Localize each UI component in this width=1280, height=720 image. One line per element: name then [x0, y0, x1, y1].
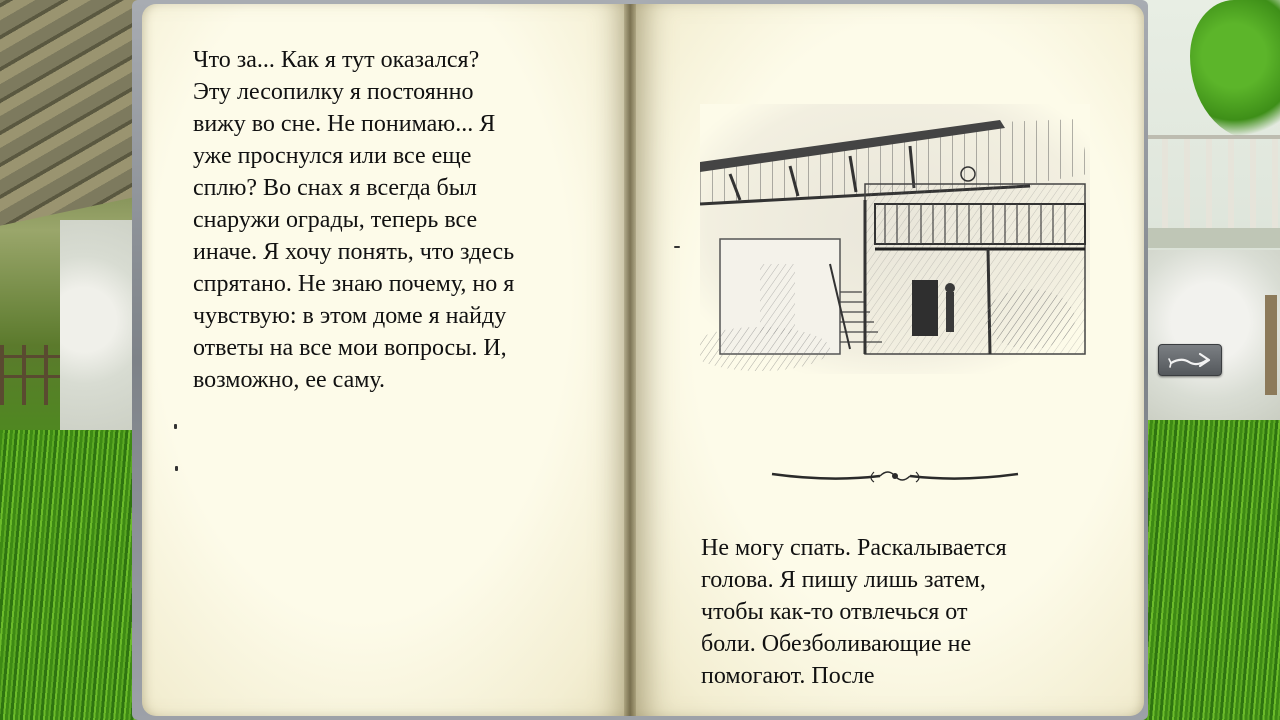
text-line: возможно, ее саму. [193, 367, 386, 393]
house-wall [1140, 250, 1280, 430]
text-line: вижу во сне. Не понимаю... Я [193, 111, 496, 137]
journal-entry-text [193, 44, 613, 396]
journal-page-left [142, 4, 630, 716]
text-line: Что за... Как я тут оказался? [193, 47, 480, 73]
text-line: уже проснулся или все еще [193, 143, 472, 169]
grass [0, 430, 140, 720]
text-line: ответы на все мои вопросы. И, [193, 335, 507, 361]
text-line: спрятано. Не знаю почему, но я [193, 271, 515, 297]
ink-mark [174, 424, 177, 429]
text-line: сплю? Во снах я всегда был [193, 175, 477, 201]
next-page-button[interactable] [1158, 344, 1222, 376]
text-line: голова. Я пишу лишь затем, [701, 567, 986, 593]
ink-mark [674, 246, 680, 248]
journal-entry-text [701, 532, 1091, 692]
balcony-railing [1140, 135, 1280, 230]
text-line: чувствую: в этом доме я найду [193, 303, 507, 329]
sawmill-house-sketch [700, 104, 1090, 374]
text-line: Не могу спать. Раскалывается [701, 535, 1007, 561]
balcony-floor [1140, 228, 1280, 248]
grass [1140, 420, 1280, 720]
text-line: иначе. Я хочу понять, что здесь [193, 239, 515, 265]
text-line: помогают. После [701, 663, 875, 689]
text-line: Эту лесопилку я постоянно [193, 79, 474, 105]
wooden-post [1265, 295, 1277, 395]
text-line: чтобы как-то отвлечься от [701, 599, 968, 625]
arrow-right-icon [1167, 351, 1215, 371]
roof-shingles [0, 0, 140, 230]
journal-spine [624, 4, 636, 716]
wooden-fence [0, 345, 60, 405]
text-line: снаружи ограды, теперь все [193, 207, 478, 233]
text-line: боли. Обезболивающие не [701, 631, 972, 657]
journal-page-right [630, 4, 1144, 716]
tree-foliage [1190, 0, 1280, 140]
background-scene-left [0, 0, 140, 720]
ink-mark [175, 466, 178, 471]
ornamental-divider [770, 460, 1020, 490]
